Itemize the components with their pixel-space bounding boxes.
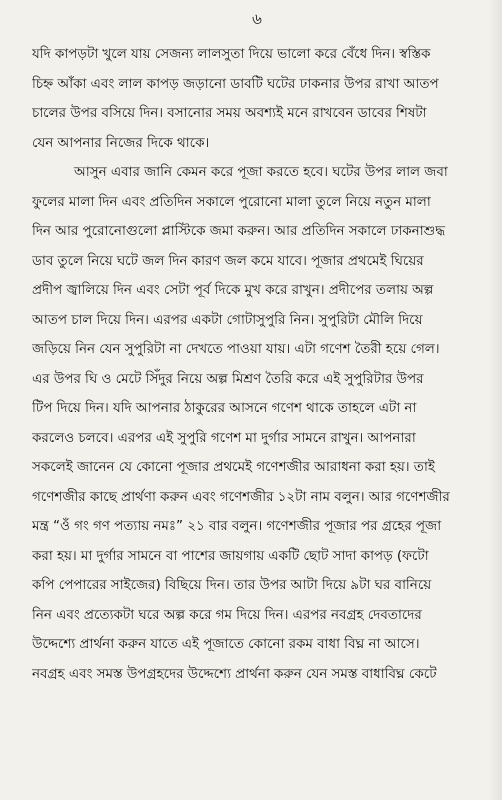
text-line: টিপ দিয়ে দিন। যদি আপনার ঠাকুরের আসনে গণেশ থাকে তাহলে এটা না: [32, 400, 417, 416]
text-line: গণেশজীর কাছে প্রার্থণা করুন এবং গণেশজীর ১২টা নাম বলুন। আর গণেশজীর: [32, 488, 450, 505]
text-line: প্রদীপ জ্বালিয়ে দিন এবং সেটা পূর্ব দিকে মুখ করে রাখুন। প্রদীপের তলায় অল্প: [32, 282, 434, 298]
text-line: ফুলের মালা দিন এবং প্রতিদিন সকালে পুরোনো মালা তুলে নিয়ে নতুন মালা: [32, 193, 431, 210]
text-line: ডাব তুলে নিয়ে ঘটে জল দিন কারণ জল কমে যাবে। পূজার প্রথমেই ঘিয়ের: [32, 252, 424, 269]
text-line: দিন আর পুরোনোগুলো প্লাস্টিকে জমা করুন। আর প্রতিদিন সকালে ঢাকনাশুদ্ধ: [32, 223, 446, 239]
text-line: করলেও চলবে। এরপর এই সুপুরি গণেশ মা দুর্গার সামনে রাখুন। আপনারা: [32, 429, 416, 446]
text-line: যেন আপনার নিজের দিকে থাকে।: [32, 134, 210, 151]
text-line: চিহ্ন আঁকা এবং লাল কাপড় জড়ানো ডাবটি ঘটের ঢাকনার উপর রাখা আতপ: [32, 75, 439, 92]
text-line: কপি পেপারের সাইজের) বিছিয়ে দিন। তার উপর আটা দিয়ে ৯টা ঘর বানিয়ে: [32, 577, 432, 593]
page-number: ৬: [252, 10, 262, 28]
text-line: আসুন এবার জানি কেমন করে পূজা করতে হবে। ঘটের উপর লাল জবা: [74, 164, 448, 180]
text-line: আতপ চাল দিয়ে দিন। এরপর একটা গোটাসুপুরি নিন। সুপুরিটা মৌলি দিয়ে: [32, 311, 423, 328]
paragraph-2: [32, 158, 482, 689]
text-line: যদি কাপড়টা খুলে যায় সেজন্য লালসুতা দিয়ে ভালো করে বেঁধে দিন। স্বস্তিক: [32, 46, 431, 62]
text-line: জড়িয়ে নিন যেন সুপুরিটা না দেখতে পাওয়া যায়। এটা গণেশ তৈরী হয়ে গেল।: [32, 341, 440, 357]
text-line: মন্ত্র “ওঁ গং গণ পত্যায় নমঃ” ২১ বার বলুন। গণেশজীর পূজার পর গ্রহের পূজা: [32, 518, 442, 534]
text-line: সকলেই জানেন যে কোনো পূজার প্রথমেই গণেশজীর আরাধনা করা হয়। তাই: [32, 459, 435, 475]
text-line: এর উপর ঘি ও মেটে সিঁদুর নিয়ে অল্প মিশ্রণ তৈরি করে এই সুপুরিটার উপর: [32, 370, 424, 387]
text-line: উদ্দেশ্যে প্রার্থনা করুন যাতে এই পূজাতে কোনো রকম বাধা বিঘ্ন না আসে।: [32, 636, 420, 652]
text-line: করা হয়। মা দুর্গার সামনে বা পাশের জায়গায় একটি ছোট সাদা কাপড় (ফটো: [32, 547, 429, 564]
text-line: নবগ্রহ এবং সমস্ত উপগ্রহদের উদ্দেশ্যে প্রার্থনা করুন যেন সমস্ত বাধাবিঘ্ন কেটে: [32, 665, 437, 682]
text-line: নিন এবং প্রত্যেকটা ঘরে অল্প করে গম দিয়ে দিন। এরপর নবগ্রহ দেবতাদের: [32, 606, 422, 623]
text-line: চালের উপর বসিয়ে দিন। বসানোর সময় অবশ্যই মনে রাখবেন ডাবের শিষটা: [32, 105, 427, 121]
paragraph-1: [32, 40, 482, 158]
